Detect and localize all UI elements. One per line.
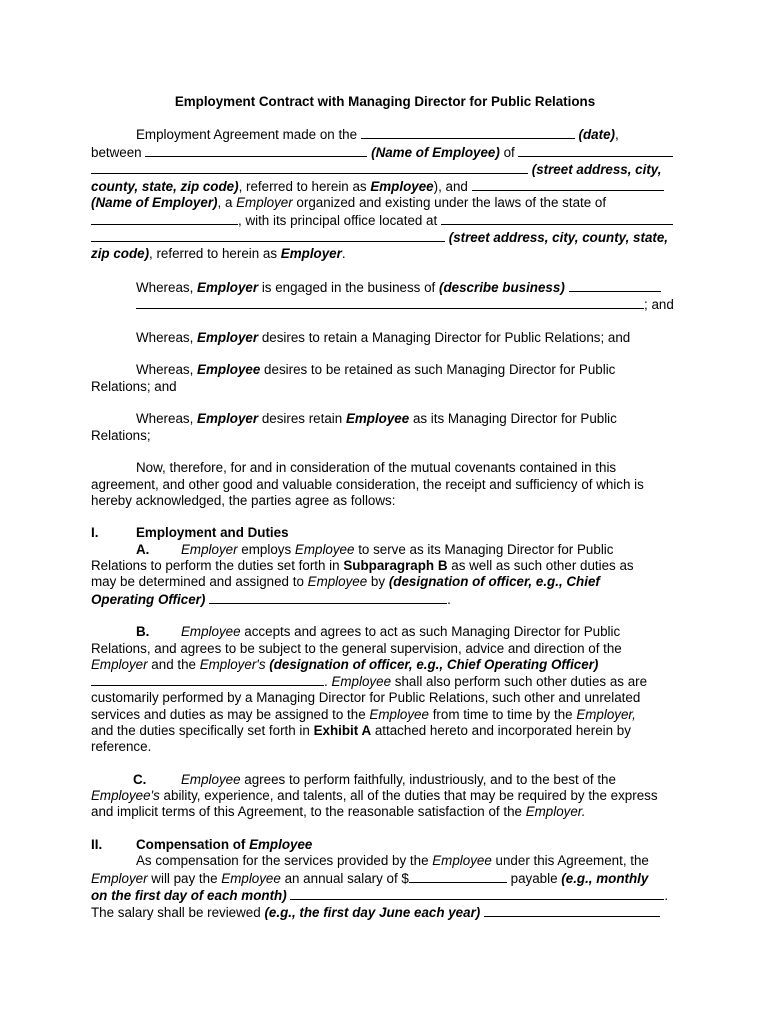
employer-name-label: (Name of Employer) bbox=[91, 195, 218, 211]
paragraph-line: hereby acknowledged, the parties agree as follows: bbox=[91, 492, 396, 508]
employee-term: Employee bbox=[181, 771, 241, 787]
review-example-label: (e.g., the first day June each year) bbox=[264, 905, 481, 921]
employer-term: Employer bbox=[91, 656, 148, 672]
whereas-text: Whereas, bbox=[136, 329, 194, 345]
section-employment-duties bbox=[91, 525, 679, 820]
paragraph-text: to serve as its Managing Director for Public bbox=[358, 541, 614, 557]
whereas-text: as its Managing Director for Public bbox=[412, 411, 617, 427]
employer-term: Employer bbox=[236, 195, 293, 211]
employer-term: Employer bbox=[197, 329, 259, 345]
paragraph-text: The salary shall be reviewed bbox=[91, 905, 261, 921]
whereas-text: Whereas, bbox=[136, 411, 194, 427]
designation-label: (designation of officer, e.g., Chief Operating Officer) bbox=[269, 656, 599, 672]
office-address-blank[interactable] bbox=[441, 212, 673, 225]
paragraph-text: agrees to perform faithfully, industriously, and to the best of the bbox=[244, 771, 616, 787]
office-address-blank-2[interactable] bbox=[91, 229, 445, 242]
section-heading-text: Compensation of bbox=[136, 837, 246, 853]
whereas-text: is engaged in the business of bbox=[261, 279, 436, 295]
paragraph-text: and implicit terms of this Agreement, to the reasonable satisfaction of the bbox=[91, 804, 522, 820]
paragraph-text: shall also perform such other duties as are bbox=[394, 674, 648, 690]
employee-address-blank-2[interactable] bbox=[91, 161, 528, 174]
document-title: Employment Contract with Managing Director for Public Relations bbox=[174, 94, 596, 109]
section-heading-employee: Employee bbox=[249, 837, 313, 853]
whereas-business bbox=[91, 279, 679, 314]
employer-term: Employer bbox=[181, 541, 238, 557]
officer-blank-2[interactable] bbox=[91, 673, 324, 686]
employer-name-blank[interactable] bbox=[472, 178, 664, 191]
paragraph-text: and the duties specifically set forth in bbox=[91, 722, 310, 738]
street-address-label-3: (street address, city, county, state, bbox=[448, 230, 669, 246]
paragraph-line: Now, therefore, for and in consideration of the mutual covenants contained in this bbox=[136, 460, 617, 476]
employee-term: Employee bbox=[197, 362, 261, 378]
paragraph-text: an annual salary of $ bbox=[284, 870, 409, 886]
whereas-employee bbox=[91, 362, 679, 395]
paragraph-text: under this Agreement, the bbox=[495, 853, 649, 869]
paragraph-text: services and duties as may be assigned to the bbox=[91, 706, 366, 722]
paragraph-text: by bbox=[370, 574, 386, 590]
payment-example-label-2: on the first day of each month) bbox=[91, 887, 287, 903]
employee-term: Employee bbox=[221, 870, 281, 886]
payment-schedule-blank[interactable] bbox=[290, 887, 664, 900]
business-blank-2[interactable] bbox=[136, 296, 644, 309]
paragraph-text: . bbox=[447, 591, 451, 607]
salary-blank[interactable] bbox=[409, 870, 507, 883]
exhibit-ref: Exhibit A bbox=[313, 722, 372, 738]
subparagraph-label: C. bbox=[133, 771, 147, 787]
state-blank[interactable] bbox=[91, 212, 238, 225]
street-address-label-2: county, state, zip code) bbox=[91, 179, 239, 195]
officer-blank[interactable] bbox=[209, 591, 447, 604]
employee-term: Employee bbox=[432, 853, 492, 869]
subparagraph-label: B. bbox=[136, 624, 150, 640]
whereas-retain-employee bbox=[91, 411, 679, 444]
employer-term: Employer bbox=[197, 279, 259, 295]
paragraph-line: reference. bbox=[91, 739, 152, 755]
employee-term: Employee bbox=[369, 706, 429, 722]
intro-text: ), and bbox=[433, 179, 468, 195]
paragraph-text: may be determined and assigned to bbox=[91, 574, 304, 590]
whereas-text: desires to retain a Managing Director for Public Relations; and bbox=[261, 329, 631, 345]
employers-term: Employer's bbox=[199, 656, 266, 672]
whereas-text: Whereas, bbox=[136, 279, 194, 295]
employee-name-blank[interactable] bbox=[145, 144, 367, 157]
employee-term: Employee bbox=[370, 179, 434, 195]
intro-text: , with its principal office located at bbox=[238, 212, 438, 228]
employee-term: Employee bbox=[181, 624, 241, 640]
section-compensation bbox=[91, 837, 679, 921]
payment-example-label: (e.g., monthly bbox=[561, 870, 649, 886]
whereas-text: desires to be retained as such Managing Director for Public bbox=[264, 362, 616, 378]
intro-text: of bbox=[503, 144, 515, 160]
paragraph-text: accepts and agrees to act as such Managing Director for Public bbox=[244, 624, 621, 640]
employer-term: Employer bbox=[197, 411, 259, 427]
employer-term: Employer. bbox=[525, 804, 586, 820]
employees-term: Employee's bbox=[91, 788, 160, 804]
review-blank[interactable] bbox=[484, 904, 660, 917]
intro-text: , referred to herein as bbox=[238, 179, 367, 195]
section-number: I. bbox=[91, 525, 99, 541]
section-heading: Employment and Duties bbox=[136, 525, 289, 541]
subparagraph-label: A. bbox=[136, 541, 150, 557]
employee-name-label: (Name of Employee) bbox=[371, 144, 500, 160]
employer-term: Employer, bbox=[576, 706, 636, 722]
paragraph-text: . bbox=[664, 887, 669, 903]
employee-term: Employee bbox=[307, 574, 368, 590]
intro-paragraph: Employment Agreement made on the (date), between (Name of Employee) of (street address, city, county, state, zip code), referred to herein as Employee), and (Name of Employer), a Employer organized and existing under the laws of the state of , with its principal office located at (street address, city, county, state, zip code), referred to herein as Employer. bbox=[91, 126, 679, 262]
employee-term: Employee bbox=[331, 674, 392, 690]
street-address-label-4: zip code) bbox=[91, 246, 150, 262]
employee-term: Employee bbox=[345, 411, 410, 427]
employer-term-bold: Employer bbox=[280, 246, 342, 262]
paragraph-text: As compensation for the services provided by the bbox=[136, 853, 429, 869]
document-page bbox=[91, 94, 679, 922]
whereas-text: Whereas, bbox=[136, 362, 194, 378]
paragraph-line: customarily performed by a Managing Director for Public Relations, such other and unrelated bbox=[91, 690, 641, 706]
business-blank[interactable] bbox=[569, 279, 661, 292]
paragraph-line: Relations, and agrees to be subject to the general supervision, advice and direction of the bbox=[91, 640, 622, 656]
paragraph-text: Relations to perform the duties set forth in bbox=[91, 558, 340, 574]
intro-text: , referred to herein as bbox=[149, 246, 278, 262]
paragraph-text: ability, experience, and talents, all of the duties that may be required by the express bbox=[163, 788, 658, 804]
whereas-text: Relations; and bbox=[91, 378, 177, 394]
designation-label: (designation of officer, e.g., Chief bbox=[388, 574, 600, 590]
whereas-text: Relations; bbox=[91, 427, 151, 443]
paragraph-text: will pay the bbox=[151, 870, 218, 886]
paragraph-text: attached hereto and incorporated herein by bbox=[374, 722, 631, 738]
paragraph-text: as well as such other duties as bbox=[451, 558, 634, 574]
subparagraph-ref: Subparagraph B bbox=[343, 558, 448, 574]
whereas-text: desires retain bbox=[261, 411, 343, 427]
section-heading bbox=[136, 837, 312, 853]
street-address-label: (street address, city, bbox=[531, 161, 662, 177]
employer-term: Employer bbox=[91, 870, 148, 886]
intro-text: organized and existing under the laws of the state of bbox=[296, 195, 607, 211]
date-label: (date) bbox=[578, 127, 615, 143]
designation-label-2: Operating Officer) bbox=[91, 591, 206, 607]
paragraph-text: payable bbox=[510, 870, 558, 886]
paragraph-text: . bbox=[324, 674, 328, 690]
paragraph-text: and the bbox=[151, 656, 196, 672]
now-therefore-paragraph bbox=[91, 460, 679, 509]
paragraph-text: from time to time by the bbox=[432, 706, 573, 722]
intro-text: Employment Agreement made on the bbox=[136, 127, 358, 143]
intro-text: between bbox=[91, 144, 142, 160]
intro-text: , a bbox=[217, 195, 233, 211]
employee-address-blank[interactable] bbox=[518, 144, 673, 157]
employee-term: Employee bbox=[294, 541, 355, 557]
paragraph-text: employs bbox=[241, 541, 292, 557]
section-number: II. bbox=[91, 837, 103, 853]
date-blank[interactable] bbox=[361, 126, 575, 139]
whereas-text: ; and bbox=[644, 297, 674, 313]
describe-business-label: (describe business) bbox=[439, 279, 565, 295]
whereas-retain bbox=[91, 330, 679, 346]
paragraph-line: agreement, and other good and valuable consideration, the receipt and sufficiency of which is bbox=[91, 476, 644, 492]
